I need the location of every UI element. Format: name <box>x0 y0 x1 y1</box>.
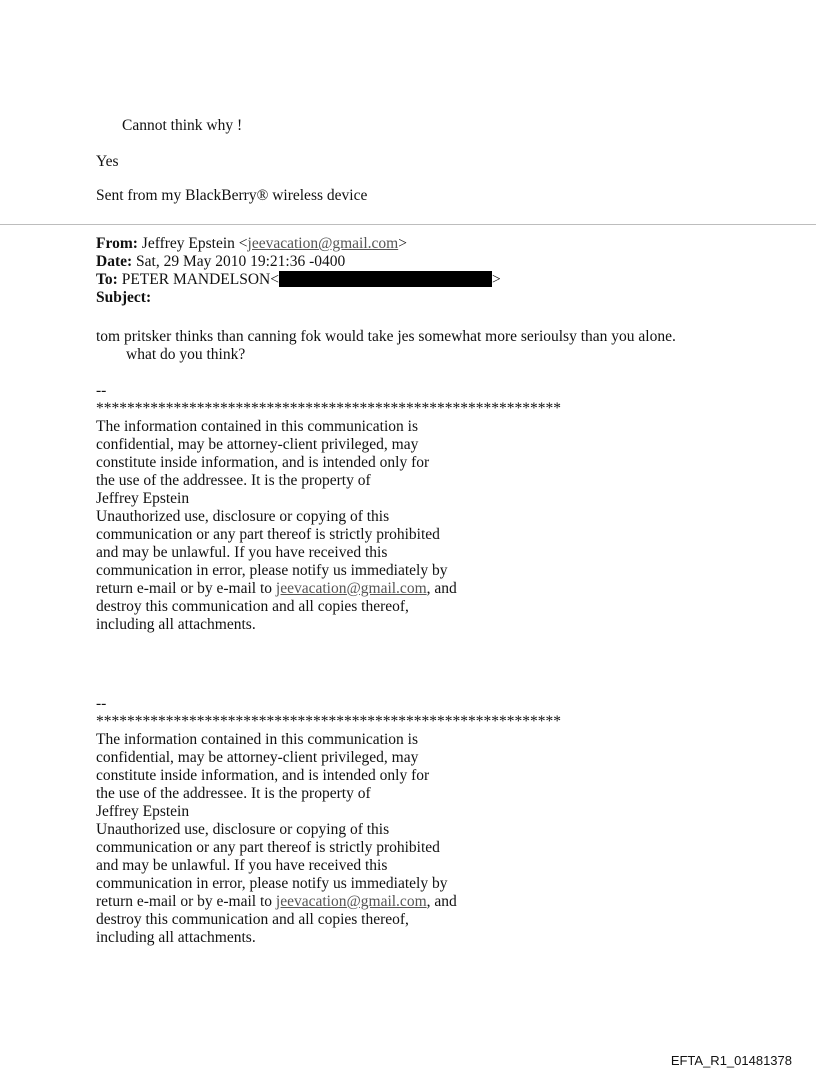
reply-line-1: Cannot think why ! <box>122 117 243 134</box>
disclaimer-line: confidential, may be attorney-client privileged, may <box>96 749 419 766</box>
disclaimer-line: The information contained in this communication is <box>96 418 418 435</box>
disclaimer-line: communication or any part thereof is strictly prohibited <box>96 839 440 856</box>
reply-line-2: Yes <box>96 153 119 170</box>
from-line <box>96 235 407 253</box>
disclaimer-stars: ************************************************************ <box>96 400 561 417</box>
disclaimer-line: Unauthorized use, disclosure or copying of this <box>96 508 390 525</box>
return-prefix: return e-mail or by e-mail to <box>96 893 276 910</box>
disclaimer-line: communication or any part thereof is strictly prohibited <box>96 526 440 543</box>
document-id: EFTA_R1_01481378 <box>670 1053 792 1068</box>
disclaimer-line: the use of the addressee. It is the property of <box>96 472 371 489</box>
disclaimer-line: Jeffrey Epstein <box>96 803 190 820</box>
disclaimer-email-link[interactable]: jeevacation@gmail.com <box>275 580 427 597</box>
body-line-1: tom pritsker thinks than canning fok would take jes somewhat more serioulsy than you alone. <box>96 328 676 345</box>
date-line <box>96 253 345 271</box>
disclaimer-return-line <box>96 893 561 911</box>
from-label: From: <box>96 235 138 252</box>
disclaimer-block-1 <box>96 382 561 634</box>
date-label: Date: <box>96 253 133 270</box>
disclaimer-line: Unauthorized use, disclosure or copying of this <box>96 821 390 838</box>
disclaimer-dashes: -- <box>96 695 107 712</box>
to-line <box>96 271 501 289</box>
from-close: > <box>398 235 407 252</box>
disclaimer-line: the use of the addressee. It is the property of <box>96 785 371 802</box>
return-prefix: return e-mail or by e-mail to <box>96 580 276 597</box>
from-email-link[interactable]: jeevacation@gmail.com <box>247 235 399 252</box>
disclaimer-line: including all attachments. <box>96 616 256 633</box>
disclaimer-block-2 <box>96 695 561 947</box>
disclaimer-line: including all attachments. <box>96 929 256 946</box>
to-value: PETER MANDELSON< <box>121 271 279 288</box>
disclaimer-line: destroy this communication and all copies thereof, <box>96 598 409 615</box>
disclaimer-line: confidential, may be attorney-client privileged, may <box>96 436 419 453</box>
subject-line <box>96 289 151 307</box>
return-suffix: , and <box>426 580 457 597</box>
subject-label: Subject: <box>96 289 152 306</box>
disclaimer-return-line <box>96 580 561 598</box>
return-suffix: , and <box>426 893 457 910</box>
separator-rule <box>0 224 816 225</box>
disclaimer-stars: ************************************************************ <box>96 713 561 730</box>
disclaimer-email-link[interactable]: jeevacation@gmail.com <box>275 893 427 910</box>
disclaimer-line: communication in error, please notify us immediately by <box>96 875 448 892</box>
from-name: Jeffrey Epstein < <box>141 235 248 252</box>
disclaimer-dashes: -- <box>96 382 107 399</box>
disclaimer-line: Jeffrey Epstein <box>96 490 190 507</box>
disclaimer-line: The information contained in this communication is <box>96 731 418 748</box>
disclaimer-line: constitute inside information, and is intended only for <box>96 454 430 471</box>
disclaimer-line: and may be unlawful. If you have received this <box>96 544 388 561</box>
disclaimer-line: constitute inside information, and is intended only for <box>96 767 430 784</box>
disclaimer-line: destroy this communication and all copies thereof, <box>96 911 409 928</box>
date-value: Sat, 29 May 2010 19:21:36 -0400 <box>136 253 346 270</box>
body-line-2: what do you think? <box>126 346 246 363</box>
reply-signature: Sent from my BlackBerry® wireless device <box>96 187 368 204</box>
redaction-block <box>279 271 492 287</box>
to-label: To: <box>96 271 118 288</box>
to-close: > <box>492 271 501 288</box>
disclaimer-line: and may be unlawful. If you have received this <box>96 857 388 874</box>
disclaimer-line: communication in error, please notify us immediately by <box>96 562 448 579</box>
